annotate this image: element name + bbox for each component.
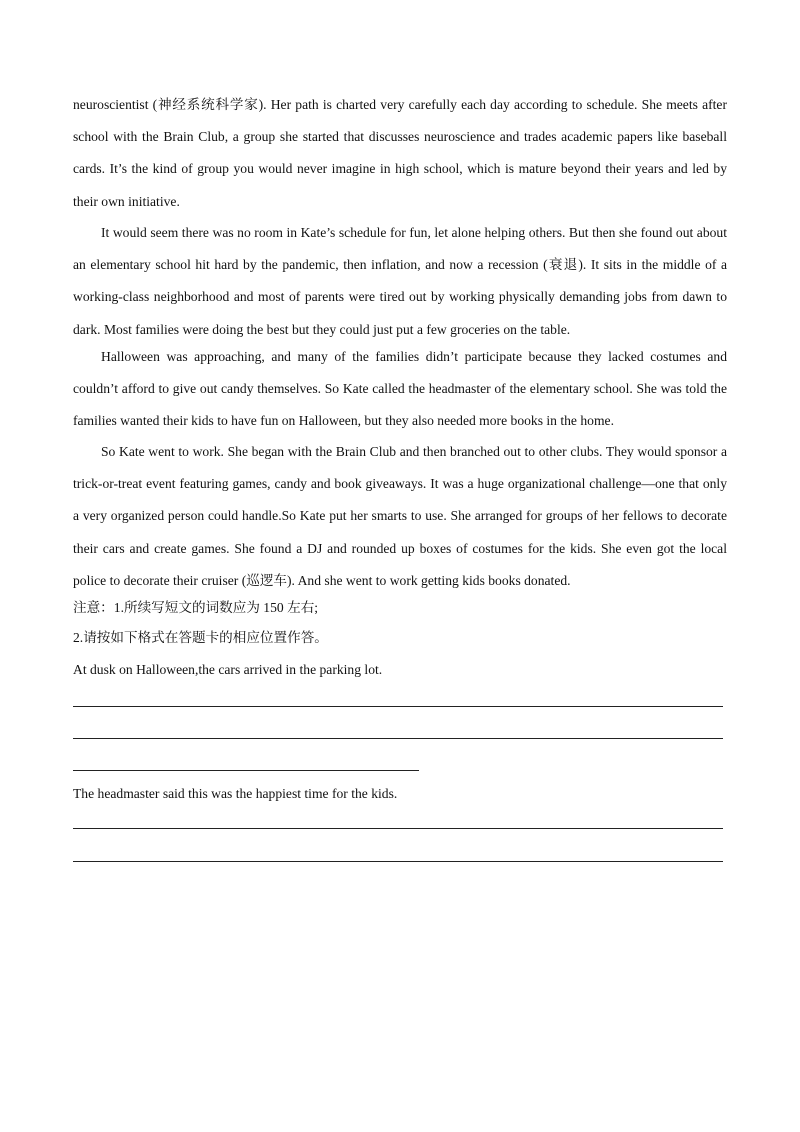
note-line-1: 注意：1.所续写短文的词数应为 150 左右; bbox=[73, 600, 319, 615]
prompt-first-paragraph: At dusk on Halloween,the cars arrived in the parking lot. bbox=[73, 662, 383, 677]
answer-line-1 bbox=[73, 706, 723, 707]
paragraph-4: So Kate went to work. She began with the Brain Club and then branched out to other clubs. They would sponsor a trick-or-treat event featuring games, candy and book giveaways. It was a huge organizational challenge—one that only a very organized person could handle.So Kate put her smarts to use. She arranged for groups of her fellows to decorate their cars and create games. She found a DJ and rounded up boxes of costumes for the kids. She even got the local police to decorate their cruiser (巡逻车). And she went to work getting kids books donated. bbox=[73, 444, 727, 588]
paragraph-2: It would seem there was no room in Kate’s schedule for fun, let alone helping others. But then she found out about an elementary school hit hard by the pandemic, then inflation, and now a recession (衰退). It sits in the middle of a working-class neighborhood and most of parents were tired out by working physically demanding jobs from dawn to dark. Most families were doing the best but they could just put a few groceries on the table. bbox=[73, 225, 727, 337]
answer-line-4 bbox=[73, 828, 723, 829]
answer-line-3 bbox=[73, 770, 419, 771]
paragraph-1: neuroscientist (神经系统科学家). Her path is charted very carefully each day according to schedule. She meets after school with the Brain Club, a group she started that discusses neuroscience and trades academic papers like baseball cards. It’s the kind of group you would never imagine in high school, which is mature beyond their years and led by their own initiative. bbox=[73, 97, 727, 209]
answer-line-2 bbox=[73, 738, 723, 739]
note-line-2: 2.请按如下格式在答题卡的相应位置作答。 bbox=[73, 630, 328, 645]
prompt-second-paragraph: The headmaster said this was the happiest time for the kids. bbox=[73, 786, 398, 801]
answer-line-5 bbox=[73, 861, 723, 862]
paragraph-3: Halloween was approaching, and many of the families didn’t participate because they lacked costumes and couldn’t afford to give out candy themselves. So Kate called the headmaster of the elementary school. She was told the families wanted their kids to have fun on Halloween, but they also needed more books in the home. bbox=[73, 349, 727, 429]
